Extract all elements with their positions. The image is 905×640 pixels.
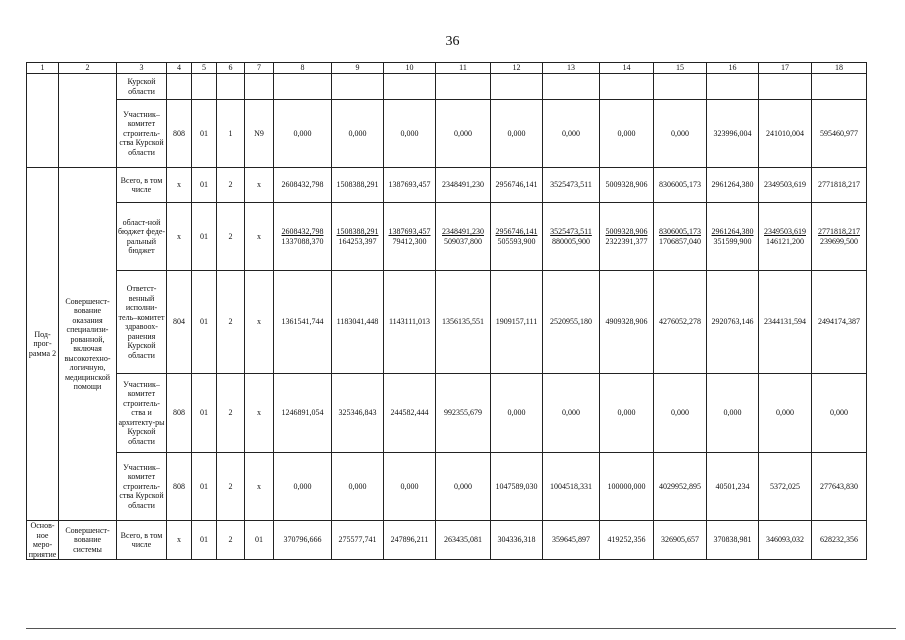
header-cell: 6 bbox=[217, 63, 245, 74]
cell-value: 323996,004 bbox=[707, 100, 759, 168]
cell-value: 2348491,230 bbox=[436, 168, 491, 203]
cell-value: 1387693,457 bbox=[384, 168, 436, 203]
cell-code: 01 bbox=[245, 521, 274, 560]
cell-value-pair bbox=[654, 203, 707, 271]
table-row bbox=[27, 100, 867, 168]
cell-value: 2349503,619 bbox=[759, 168, 812, 203]
cell-blank bbox=[491, 74, 543, 100]
header-cell: 8 bbox=[274, 63, 332, 74]
cell-value: 0,000 bbox=[332, 100, 384, 168]
cell-code: x bbox=[245, 453, 274, 521]
header-cell: 14 bbox=[600, 63, 654, 74]
regional-value: 8306005,173 bbox=[659, 227, 701, 236]
cell-blank bbox=[274, 74, 332, 100]
federal-value: 79412,300 bbox=[392, 236, 427, 246]
cell-blank bbox=[332, 74, 384, 100]
cell-source: област-ной бюджет феде-ральный бюджет bbox=[117, 203, 167, 271]
cell-code: x bbox=[245, 203, 274, 271]
cell-code: 804 bbox=[167, 271, 192, 374]
cell-value: 1508388,291 bbox=[332, 168, 384, 203]
header-cell: 16 bbox=[707, 63, 759, 74]
header-cell: 12 bbox=[491, 63, 543, 74]
cell-code: 2 bbox=[217, 521, 245, 560]
cell-code: x bbox=[245, 374, 274, 453]
cell-value: 2608432,798 bbox=[274, 168, 332, 203]
header-cell: 18 bbox=[812, 63, 867, 74]
cell-value: 1246891,054 bbox=[274, 374, 332, 453]
cell-value: 4029952,895 bbox=[654, 453, 707, 521]
cell-value: 241010,004 bbox=[759, 100, 812, 168]
cell-value: 0,000 bbox=[384, 100, 436, 168]
header-cell: 2 bbox=[59, 63, 117, 74]
cell-value: 992355,679 bbox=[436, 374, 491, 453]
header-cell: 1 bbox=[27, 63, 59, 74]
cell-value: 1361541,744 bbox=[274, 271, 332, 374]
cell-value: 263435,081 bbox=[436, 521, 491, 560]
cell-blank bbox=[759, 74, 812, 100]
cell-value-pair bbox=[600, 203, 654, 271]
cell-value: 1143111,013 bbox=[384, 271, 436, 374]
cell-value: 247896,211 bbox=[384, 521, 436, 560]
cell-value: 1356135,551 bbox=[436, 271, 491, 374]
cell-value-pair bbox=[274, 203, 332, 271]
federal-value: 505593,900 bbox=[497, 236, 536, 246]
cell-code: 2 bbox=[217, 203, 245, 271]
cell-value: 0,000 bbox=[491, 100, 543, 168]
header-cell: 10 bbox=[384, 63, 436, 74]
cell-value: 244582,444 bbox=[384, 374, 436, 453]
cell-value-pair bbox=[543, 203, 600, 271]
cell-value: 0,000 bbox=[436, 453, 491, 521]
cell-code: x bbox=[167, 168, 192, 203]
cell-value: 3525473,511 bbox=[543, 168, 600, 203]
regional-value: 2961264,380 bbox=[711, 227, 754, 236]
cell-value: 370796,666 bbox=[274, 521, 332, 560]
cell-value: 1909157,111 bbox=[491, 271, 543, 374]
regional-value: 2608432,798 bbox=[281, 227, 324, 236]
cell-code: 808 bbox=[167, 374, 192, 453]
cell-source: Курской области bbox=[117, 74, 167, 100]
cell-value-pair bbox=[436, 203, 491, 271]
federal-value: 164253,397 bbox=[338, 236, 377, 246]
cell-value: 40501,234 bbox=[707, 453, 759, 521]
cell-value: 359645,897 bbox=[543, 521, 600, 560]
cell-source: Всего, в том числе bbox=[117, 168, 167, 203]
cell-source: Участник–комитет строитель-ства и архитекту-ры Курской области bbox=[117, 374, 167, 453]
cell-value: 2920763,146 bbox=[707, 271, 759, 374]
cell-value-pair bbox=[812, 203, 867, 271]
cell-source: Участник–комитет строитель-ства Курской области bbox=[117, 453, 167, 521]
cell-value-pair bbox=[759, 203, 812, 271]
regional-value: 2956746,141 bbox=[495, 227, 538, 236]
cell-value: 0,000 bbox=[707, 374, 759, 453]
cell-code: 808 bbox=[167, 453, 192, 521]
cell-blank bbox=[217, 74, 245, 100]
cell-value: 346093,032 bbox=[759, 521, 812, 560]
cell-value-pair bbox=[384, 203, 436, 271]
budget-table bbox=[26, 62, 867, 560]
cell-value: 325346,843 bbox=[332, 374, 384, 453]
cell-value: 0,000 bbox=[600, 374, 654, 453]
cell-value: 370838,981 bbox=[707, 521, 759, 560]
header-row bbox=[27, 63, 867, 74]
header-cell: 4 bbox=[167, 63, 192, 74]
cell-blank bbox=[600, 74, 654, 100]
federal-value: 509037,800 bbox=[444, 236, 482, 246]
cell-value: 0,000 bbox=[274, 453, 332, 521]
cell-code: 01 bbox=[192, 271, 217, 374]
cell-value: 4276052,278 bbox=[654, 271, 707, 374]
cell-value: 0,000 bbox=[600, 100, 654, 168]
cell-source: Ответст-венный исполни-тель–комитет здравоох-ранения Курской области bbox=[117, 271, 167, 374]
federal-value: 351599,900 bbox=[713, 236, 752, 246]
cell-code: 01 bbox=[192, 453, 217, 521]
table-row bbox=[27, 74, 867, 100]
cell-blank bbox=[707, 74, 759, 100]
cell-value: 2344131,594 bbox=[759, 271, 812, 374]
cell-value: 419252,356 bbox=[600, 521, 654, 560]
cell-value: 8306005,173 bbox=[654, 168, 707, 203]
cell-value: 0,000 bbox=[543, 100, 600, 168]
cell-value: 0,000 bbox=[759, 374, 812, 453]
cell-blank bbox=[436, 74, 491, 100]
subprogram-label: Под-прог-рамма 2 bbox=[27, 168, 59, 521]
cell-code: 01 bbox=[192, 521, 217, 560]
subprogram-name: Совершенст-вование оказания специализи-рованной, включая высокотехно-логичную, медицинской помощи bbox=[59, 168, 117, 521]
page-number: 36 bbox=[445, 34, 460, 49]
cell-code: x bbox=[245, 271, 274, 374]
cell-code: N9 bbox=[245, 100, 274, 168]
cell-value: 1183041,448 bbox=[332, 271, 384, 374]
cell-blank bbox=[543, 74, 600, 100]
cell-blank bbox=[27, 74, 59, 168]
regional-value: 2771818,217 bbox=[818, 227, 860, 236]
cell-blank bbox=[192, 74, 217, 100]
table-row bbox=[27, 374, 867, 453]
cell-blank bbox=[167, 74, 192, 100]
header-cell: 9 bbox=[332, 63, 384, 74]
cell-code: x bbox=[167, 521, 192, 560]
regional-value: 1508388,291 bbox=[336, 227, 379, 236]
cell-code: x bbox=[167, 203, 192, 271]
table-row bbox=[27, 521, 867, 560]
cell-code: 2 bbox=[217, 453, 245, 521]
cell-code: 01 bbox=[192, 203, 217, 271]
cell-code: 2 bbox=[217, 168, 245, 203]
cell-code: x bbox=[245, 168, 274, 203]
cell-value: 2771818,217 bbox=[812, 168, 867, 203]
cell-value: 2956746,141 bbox=[491, 168, 543, 203]
federal-value: 1337088,370 bbox=[281, 236, 324, 246]
cell-value: 2961264,380 bbox=[707, 168, 759, 203]
federal-value: 146121,200 bbox=[766, 236, 804, 246]
cell-value: 1047589,030 bbox=[491, 453, 543, 521]
table-row bbox=[27, 168, 867, 203]
cell-value: 4909328,906 bbox=[600, 271, 654, 374]
cell-value: 5009328,906 bbox=[600, 168, 654, 203]
cell-blank bbox=[245, 74, 274, 100]
cell-value: 0,000 bbox=[491, 374, 543, 453]
cell-value: 0,000 bbox=[384, 453, 436, 521]
cell-blank bbox=[59, 74, 117, 168]
cell-value: 0,000 bbox=[654, 100, 707, 168]
federal-value: 2322391,377 bbox=[605, 236, 648, 246]
cell-value: 2520955,180 bbox=[543, 271, 600, 374]
cell-value: 0,000 bbox=[332, 453, 384, 521]
cell-value-pair bbox=[332, 203, 384, 271]
cell-code: 2 bbox=[217, 374, 245, 453]
federal-value: 880005,900 bbox=[552, 236, 590, 246]
regional-value: 2348491,230 bbox=[442, 227, 484, 236]
cell-value: 304336,318 bbox=[491, 521, 543, 560]
cell-value: 5372,025 bbox=[759, 453, 812, 521]
cell-code: 01 bbox=[192, 100, 217, 168]
regional-value: 1387693,457 bbox=[388, 227, 431, 236]
federal-value: 1706857,040 bbox=[659, 236, 701, 246]
regional-value: 3525473,511 bbox=[550, 227, 592, 236]
cell-value: 595460,977 bbox=[812, 100, 867, 168]
regional-value: 2349503,619 bbox=[764, 227, 806, 236]
cell-blank bbox=[812, 74, 867, 100]
cell-blank bbox=[384, 74, 436, 100]
table-row bbox=[27, 203, 867, 271]
cell-code: 01 bbox=[192, 374, 217, 453]
cell-value: 100000,000 bbox=[600, 453, 654, 521]
regional-value: 5009328,906 bbox=[605, 227, 648, 236]
cell-value: 0,000 bbox=[543, 374, 600, 453]
header-cell: 15 bbox=[654, 63, 707, 74]
header-cell: 17 bbox=[759, 63, 812, 74]
cell-value: 0,000 bbox=[654, 374, 707, 453]
cell-code: 808 bbox=[167, 100, 192, 168]
cell-value: 0,000 bbox=[436, 100, 491, 168]
federal-value: 239699,500 bbox=[820, 236, 858, 246]
main-activity-label: Основ-ное меро-приятие bbox=[27, 521, 59, 560]
header-cell: 7 bbox=[245, 63, 274, 74]
header-cell: 11 bbox=[436, 63, 491, 74]
cell-code: 01 bbox=[192, 168, 217, 203]
cell-value: 1004518,331 bbox=[543, 453, 600, 521]
cell-value: 0,000 bbox=[812, 374, 867, 453]
cell-value: 2494174,387 bbox=[812, 271, 867, 374]
cell-value-pair bbox=[707, 203, 759, 271]
header-cell: 5 bbox=[192, 63, 217, 74]
page-bottom-edge bbox=[26, 628, 896, 629]
header-cell: 3 bbox=[117, 63, 167, 74]
cell-value: 275577,741 bbox=[332, 521, 384, 560]
cell-value: 326905,657 bbox=[654, 521, 707, 560]
cell-value: 628232,356 bbox=[812, 521, 867, 560]
cell-source: Всего, в том числе bbox=[117, 521, 167, 560]
header-cell: 13 bbox=[543, 63, 600, 74]
table-row bbox=[27, 453, 867, 521]
cell-blank bbox=[654, 74, 707, 100]
cell-code: 1 bbox=[217, 100, 245, 168]
cell-value: 277643,830 bbox=[812, 453, 867, 521]
table-row bbox=[27, 271, 867, 374]
main-activity-name: Совершенст-вование системы bbox=[59, 521, 117, 560]
cell-value: 0,000 bbox=[274, 100, 332, 168]
cell-source: Участник–комитет строитель-ства Курской области bbox=[117, 100, 167, 168]
cell-code: 2 bbox=[217, 271, 245, 374]
cell-value-pair bbox=[491, 203, 543, 271]
